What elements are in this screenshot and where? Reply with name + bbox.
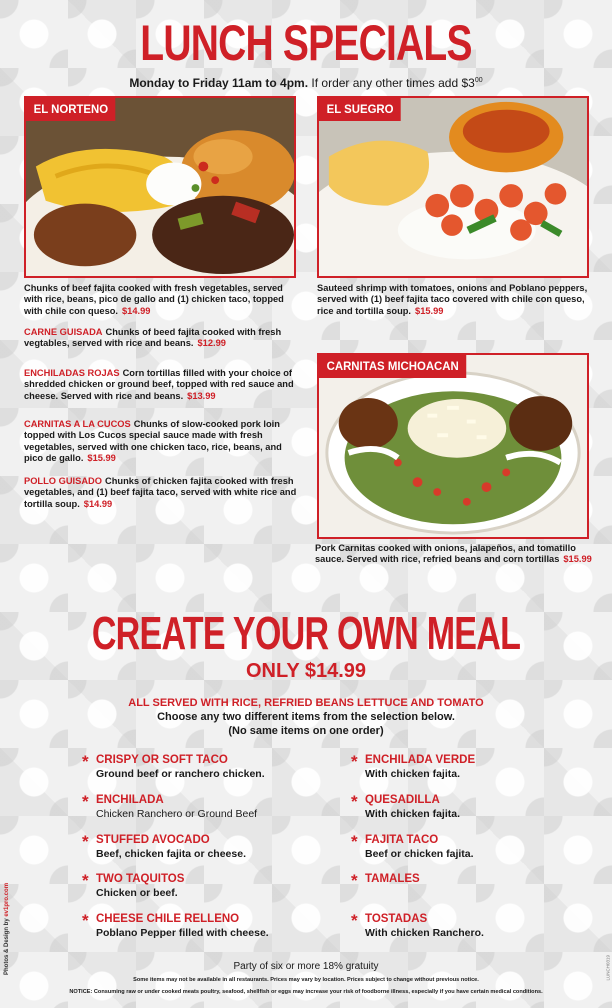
option-item [82, 754, 312, 781]
option-name: CRISPY OR SOFT TACO [96, 754, 228, 766]
option-detail: With chicken fajita. [365, 808, 461, 820]
el-suegro-tag: EL SUEGRO [319, 98, 401, 121]
served-with-line: ALL SERVED WITH RICE, REFRIED BEANS LETTUCE AND TOMATO [128, 697, 484, 709]
gratuity-note: Party of six or more 18% gratuity [233, 961, 379, 972]
option-detail: With chicken fajita. [365, 768, 461, 780]
option-item [82, 913, 312, 940]
option-name: CHEESE CHILE RELLENO [96, 913, 240, 925]
carnitas-cucos-item [24, 419, 300, 465]
option-item [82, 873, 312, 900]
hours-cents: 00 [474, 77, 483, 84]
hours-line [0, 76, 612, 90]
create-meal-price: ONLY $14.99 [245, 660, 367, 682]
el-suegro-plate-image [319, 98, 587, 276]
option-detail: With chicken Ranchero. [365, 927, 484, 939]
el-suegro-price: $15.99 [415, 305, 444, 316]
carnitas-michoacan-plate-image [319, 355, 587, 537]
option-name: TOSTADAS [365, 913, 428, 925]
el-norteno-photo [24, 96, 296, 278]
el-suegro-photo [317, 96, 589, 278]
credit-brand: ev1pro.com [4, 882, 10, 917]
credit-prefix: Photos & Design by [4, 918, 10, 975]
option-item [351, 754, 581, 781]
option-item [351, 913, 581, 940]
pollo-guisado-name: POLLO GUISADO [24, 476, 102, 486]
hours-extra: If order any other times add $3 [311, 76, 475, 90]
el-suegro-desc-text: Sauteed shrimp with tomatoes, onions and Poblano peppers, served with (1) beef fajita taco covered with chile con queso, rice and tortilla soup. [317, 283, 588, 316]
star-bullet-icon: * [82, 752, 89, 771]
create-meal-title: CREATE YOUR OWN MEAL [91, 607, 521, 659]
option-detail: Beef, chicken fajita or cheese. [96, 848, 246, 860]
star-bullet-icon: * [351, 792, 358, 811]
pollo-guisado-item [24, 476, 300, 510]
star-bullet-icon: * [351, 832, 358, 851]
option-name: QUESADILLA [365, 794, 440, 806]
food-safety-notice: NOTICE: Consuming raw or under cooked meats poultry, seafood, shellfish or eggs may increase your risk of foodborne illness, especially if you have certain medical conditions. [69, 989, 543, 995]
menu-code: LUNCH0319 [606, 955, 611, 981]
option-detail: Chicken Ranchero or Ground Beef [96, 808, 258, 820]
carne-guisada-desc: Chunks of beed fajita cooked with fresh vegtables, served with rice and beans. [24, 327, 282, 349]
enchiladas-rojas-desc: Corn tortillas filled with your choice of shredded chicken or ground beef, topped with red sauce and cheese. Served with rice and beans. [24, 368, 294, 401]
carnitas-michoacan-desc-text: Pork Carnitas cooked with onions, jalapeños, and tomatillo sauce. Served with rice, refried beans and corn tortillas [315, 543, 576, 565]
enchiladas-rojas-name: ENCHILADAS ROJAS [24, 368, 120, 378]
design-credit [4, 883, 10, 975]
star-bullet-icon: * [351, 752, 358, 771]
hours-days: Monday to Friday 11am to 4pm. [129, 76, 309, 90]
el-norteno-desc-text: Chunks of beef fajita cooked with fresh vegetables, served with rice, beans, pico de gallo and (1) chicken taco, topped with chile con queso. [24, 283, 284, 316]
option-item [351, 871, 581, 890]
carnitas-cucos-name: CARNITAS A LA CUCOS [24, 419, 131, 429]
star-bullet-icon: * [351, 911, 358, 930]
carne-guisada-item [24, 327, 300, 350]
availability-note: Some items may not be available in all restaurants. Prices may vary by location. Prices subject to change without previous notice. [133, 977, 479, 983]
option-detail: Ground beef or ranchero chicken. [96, 768, 265, 780]
el-norteno-price: $14.99 [122, 305, 151, 316]
star-bullet-icon: * [82, 792, 89, 811]
carne-guisada-price: $12.99 [197, 338, 226, 349]
option-detail: Chicken or beef. [96, 887, 178, 899]
choose-items-line: Choose any two different items from the selection below. [157, 711, 455, 723]
star-bullet-icon: * [82, 911, 89, 930]
lunch-specials-title: LUNCH SPECIALS [140, 15, 472, 71]
carnitas-michoacan-photo [317, 353, 589, 539]
option-name: TWO TAQUITOS [96, 873, 185, 885]
option-name: FAJITA TACO [365, 834, 439, 846]
carnitas-michoacan-tag: CARNITAS MICHOACAN [319, 355, 466, 378]
enchiladas-rojas-price: $13.99 [187, 390, 216, 401]
carne-guisada-name: CARNE GUISADA [24, 327, 103, 337]
option-detail: Poblano Pepper filled with cheese. [96, 927, 269, 939]
carnitas-cucos-price: $15.99 [87, 453, 116, 464]
star-bullet-icon: * [82, 832, 89, 851]
carnitas-michoacan-price: $15.99 [563, 554, 592, 565]
option-item [82, 794, 312, 821]
option-name: TAMALES [365, 873, 420, 885]
enchiladas-rojas-item [24, 368, 300, 402]
option-name: ENCHILADA [96, 794, 164, 806]
option-name: ENCHILADA VERDE [365, 754, 476, 766]
el-norteno-tag: EL NORTENO [26, 98, 116, 121]
option-item [82, 834, 312, 861]
option-detail: Beef or chicken fajita. [365, 848, 474, 860]
el-norteno-plate-image [26, 98, 294, 276]
pollo-guisado-price: $14.99 [83, 498, 113, 509]
carnitas-cucos-desc: Chunks of slow-cooked pork loin topped with Los Cucos special sauce made with fresh vegetables, served with one chicken taco, rice, beans, and pico de gallo. [24, 419, 282, 464]
star-bullet-icon: * [82, 871, 89, 890]
option-name: STUFFED AVOCADO [96, 834, 210, 846]
pollo-guisado-desc: Chunks of chicken fajita cooked with fresh vegetables, and (1) beef fajita taco, served with white rice and tortilla soup. [24, 476, 297, 509]
el-norteno-desc [24, 283, 296, 317]
option-item [351, 834, 581, 861]
el-suegro-desc [317, 283, 589, 317]
no-same-items-line: (No same items on one order) [228, 725, 384, 737]
carnitas-michoacan-desc [315, 543, 593, 566]
star-bullet-icon: * [351, 871, 358, 890]
option-item [351, 794, 581, 821]
